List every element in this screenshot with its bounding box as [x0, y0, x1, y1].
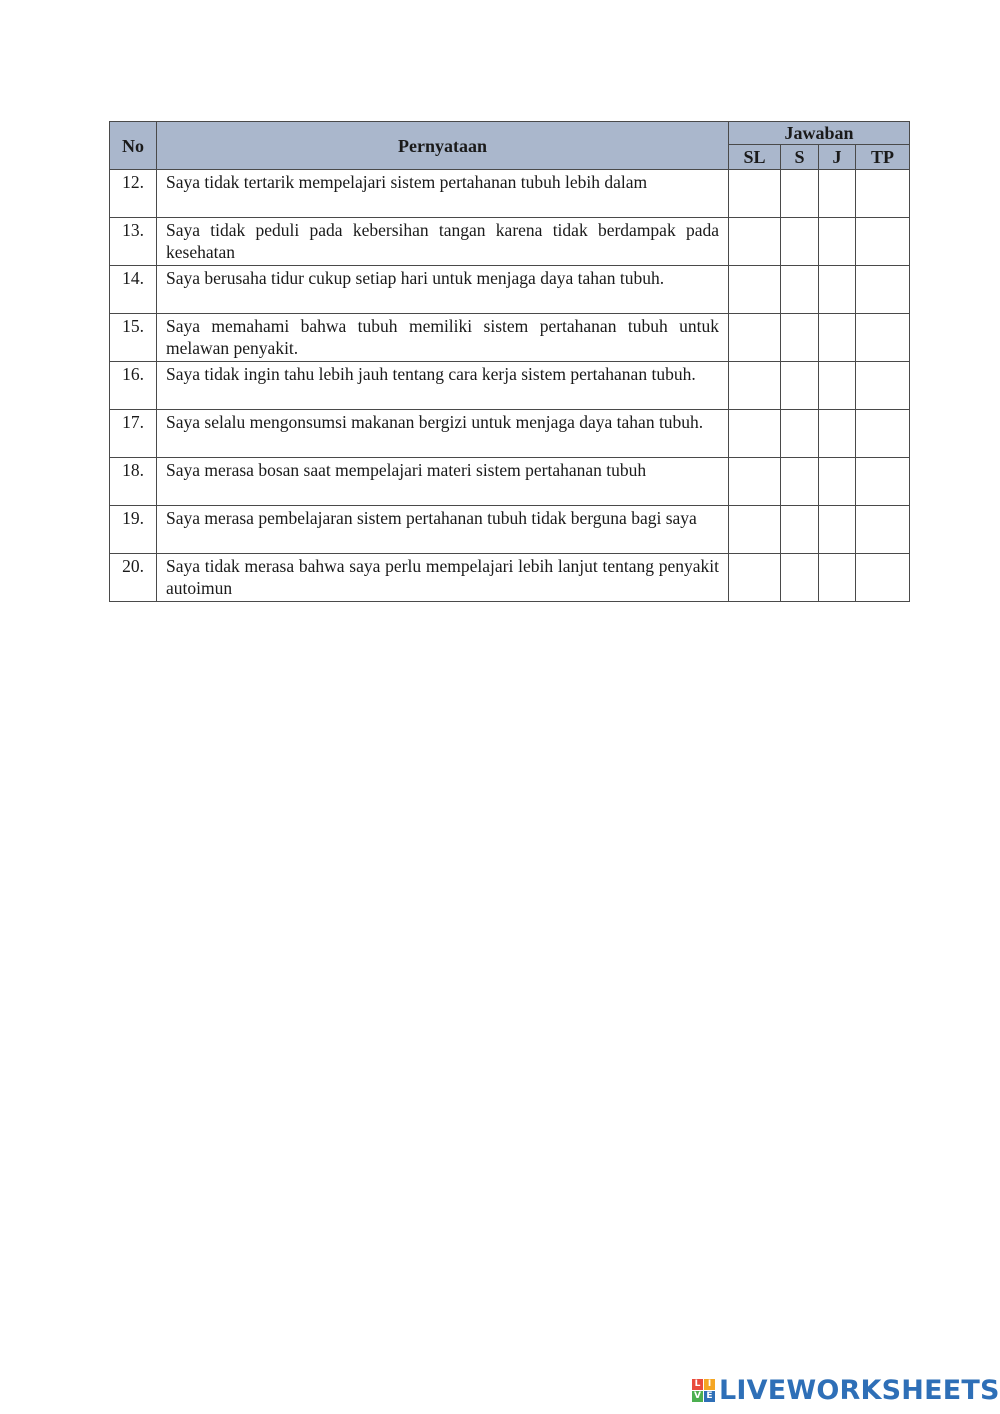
- answer-cell-s[interactable]: [781, 362, 819, 410]
- answer-cell-s[interactable]: [781, 218, 819, 266]
- answer-cell-sl[interactable]: [729, 170, 781, 218]
- statement-text: Saya tidak peduli pada kebersihan tangan karena tidak berdampak pada kesehatan: [157, 218, 729, 266]
- table-row: [110, 314, 910, 362]
- answer-cell-tp[interactable]: [856, 554, 910, 602]
- answer-cell-tp[interactable]: [856, 218, 910, 266]
- answer-cell-s[interactable]: [781, 506, 819, 554]
- header-answer-group: Jawaban: [729, 122, 910, 145]
- row-number: 17.: [110, 410, 157, 458]
- table-row: [110, 218, 910, 266]
- header-option-s: S: [781, 145, 819, 170]
- statement-text: Saya memahami bahwa tubuh memiliki sistem pertahanan tubuh untuk melawan penyakit.: [157, 314, 729, 362]
- row-number: 16.: [110, 362, 157, 410]
- answer-cell-s[interactable]: [781, 170, 819, 218]
- answer-cell-tp[interactable]: [856, 410, 910, 458]
- table-row: [110, 506, 910, 554]
- statement-text: Saya merasa pembelajaran sistem pertahanan tubuh tidak berguna bagi saya: [157, 506, 729, 554]
- table-row: [110, 554, 910, 602]
- row-number: 19.: [110, 506, 157, 554]
- header-option-sl: SL: [729, 145, 781, 170]
- answer-cell-tp[interactable]: [856, 170, 910, 218]
- statement-text: Saya merasa bosan saat mempelajari materi sistem pertahanan tubuh: [157, 458, 729, 506]
- header-no: No: [110, 122, 157, 170]
- logo-letter: E: [704, 1391, 715, 1402]
- logo-letter: I: [704, 1379, 715, 1390]
- row-number: 13.: [110, 218, 157, 266]
- liveworksheets-logo: [692, 1374, 1000, 1406]
- answer-cell-s[interactable]: [781, 314, 819, 362]
- answer-cell-sl[interactable]: [729, 458, 781, 506]
- logo-mark-icon: [692, 1379, 715, 1402]
- table-row: [110, 266, 910, 314]
- statement-text: Saya tidak merasa bahwa saya perlu mempelajari lebih lanjut tentang penyakit autoimun: [157, 554, 729, 602]
- statement-text: Saya tidak ingin tahu lebih jauh tentang cara kerja sistem pertahanan tubuh.: [157, 362, 729, 410]
- answer-cell-j[interactable]: [819, 314, 856, 362]
- answer-cell-tp[interactable]: [856, 458, 910, 506]
- answer-cell-s[interactable]: [781, 458, 819, 506]
- row-number: 15.: [110, 314, 157, 362]
- answer-cell-j[interactable]: [819, 554, 856, 602]
- logo-letter: L: [692, 1379, 703, 1390]
- questionnaire-table: [109, 121, 910, 602]
- row-number: 12.: [110, 170, 157, 218]
- answer-cell-tp[interactable]: [856, 314, 910, 362]
- answer-cell-j[interactable]: [819, 458, 856, 506]
- row-number: 14.: [110, 266, 157, 314]
- table-row: [110, 410, 910, 458]
- row-number: 20.: [110, 554, 157, 602]
- statement-text: Saya berusaha tidur cukup setiap hari untuk menjaga daya tahan tubuh.: [157, 266, 729, 314]
- header-option-j: J: [819, 145, 856, 170]
- answer-cell-sl[interactable]: [729, 554, 781, 602]
- table-row: [110, 458, 910, 506]
- header-statement: Pernyataan: [157, 122, 729, 170]
- answer-cell-sl[interactable]: [729, 410, 781, 458]
- answer-cell-sl[interactable]: [729, 266, 781, 314]
- answer-cell-j[interactable]: [819, 362, 856, 410]
- answer-cell-sl[interactable]: [729, 362, 781, 410]
- row-number: 18.: [110, 458, 157, 506]
- answer-cell-s[interactable]: [781, 410, 819, 458]
- answer-cell-sl[interactable]: [729, 314, 781, 362]
- answer-cell-j[interactable]: [819, 218, 856, 266]
- answer-cell-tp[interactable]: [856, 266, 910, 314]
- answer-cell-j[interactable]: [819, 266, 856, 314]
- answer-cell-j[interactable]: [819, 410, 856, 458]
- table-row: [110, 362, 910, 410]
- answer-cell-tp[interactable]: [856, 506, 910, 554]
- logo-letter: V: [692, 1391, 703, 1402]
- brand-name: LIVEWORKSHEETS: [719, 1374, 1000, 1406]
- answer-cell-j[interactable]: [819, 170, 856, 218]
- answer-cell-tp[interactable]: [856, 362, 910, 410]
- answer-cell-s[interactable]: [781, 554, 819, 602]
- answer-cell-sl[interactable]: [729, 506, 781, 554]
- table-body: [110, 170, 910, 602]
- answer-cell-sl[interactable]: [729, 218, 781, 266]
- statement-text: Saya tidak tertarik mempelajari sistem pertahanan tubuh lebih dalam: [157, 170, 729, 218]
- header-option-tp: TP: [856, 145, 910, 170]
- statement-text: Saya selalu mengonsumsi makanan bergizi untuk menjaga daya tahan tubuh.: [157, 410, 729, 458]
- answer-cell-s[interactable]: [781, 266, 819, 314]
- table-row: [110, 170, 910, 218]
- answer-cell-j[interactable]: [819, 506, 856, 554]
